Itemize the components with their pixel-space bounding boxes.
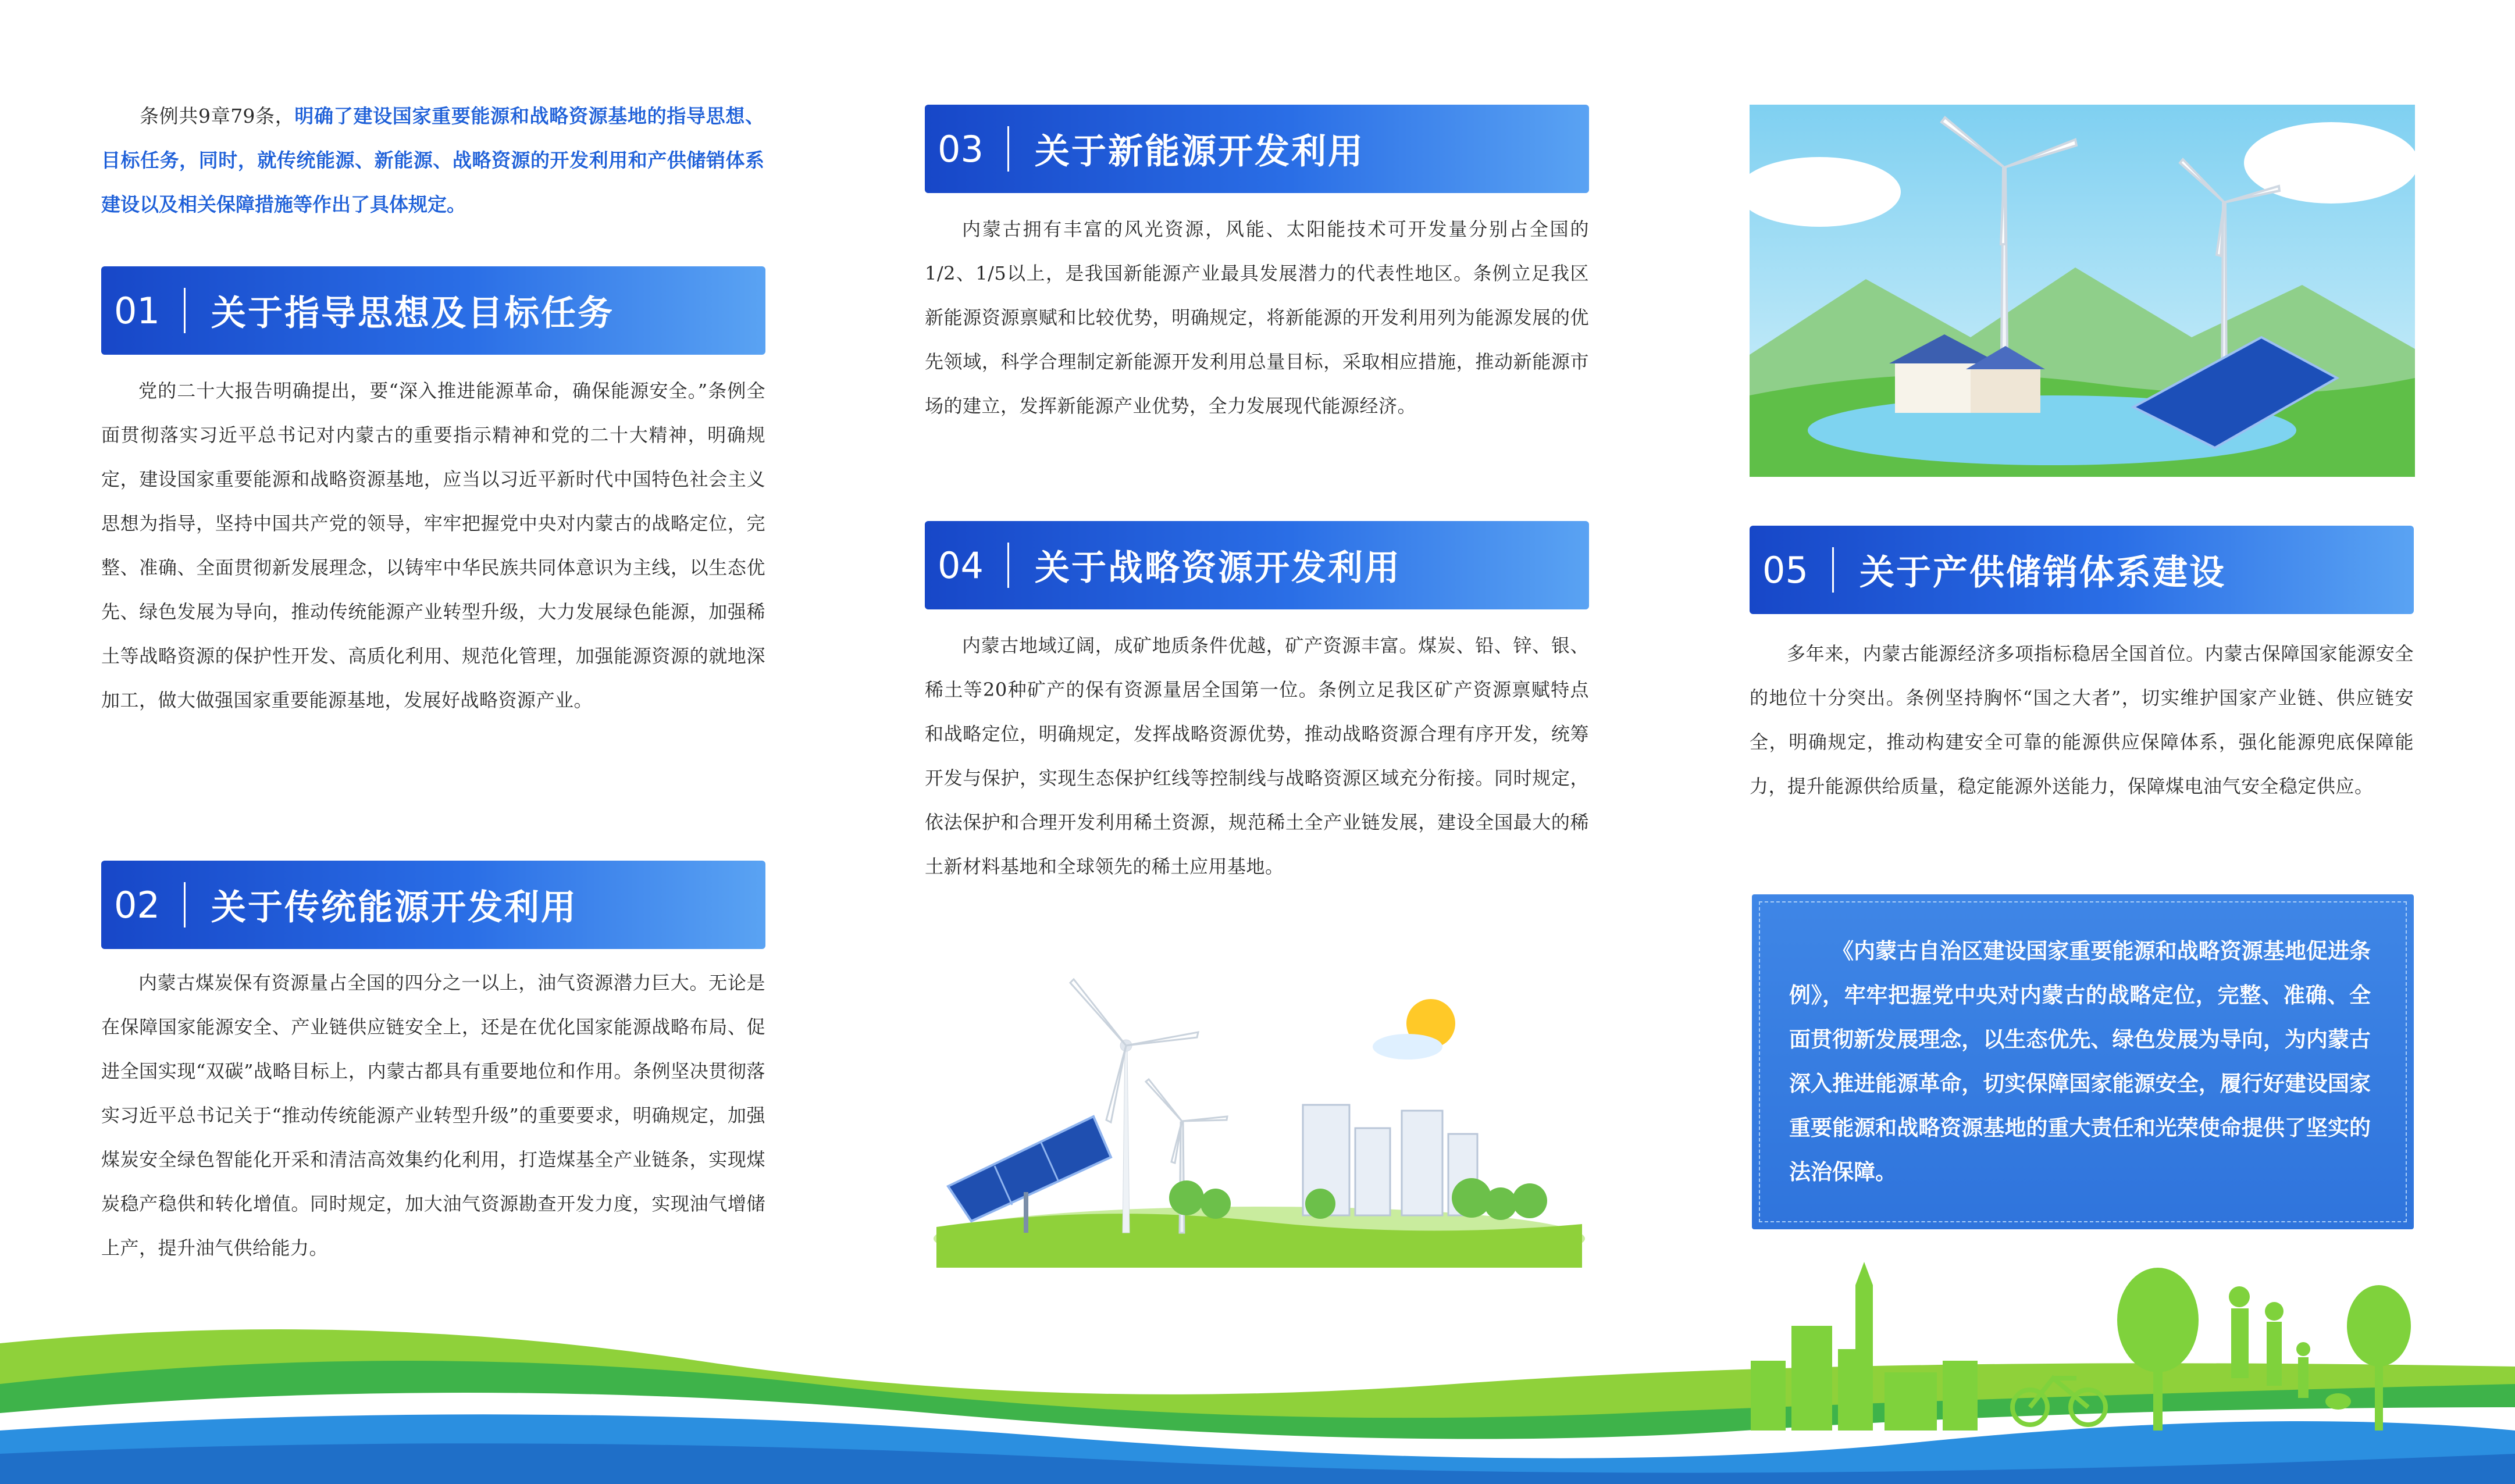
section-body-02: 内蒙古煤炭保有资源量占全国的四分之一以上，油气资源潜力巨大。无论是在保障国家能源安全、产业链供应链安全上，还是在优化国家能源战略布局、促进全国实现“双碳”战略目标上，内蒙古都具有重要地位和作用。条例坚决贯彻落实习近平总书记关于“推动传统能源产业转型升级”的重要要求，明确规定，加强煤炭安全绿色智能化开采和清洁高效集约化利用，打造煤基全产业链条，实现煤炭稳产稳供和转化增值。同时规定，加大油气资源勘查开发力度，实现油气增储上产，提升油气供给能力。 <box>101 972 765 1259</box>
section-number: 04 <box>938 544 984 587</box>
intro-plain: 条例共9章79条， <box>140 105 295 127</box>
section-title: 关于新能源开发利用 <box>1035 131 1365 172</box>
header-divider <box>1832 547 1834 593</box>
section-number: 01 <box>114 289 160 332</box>
city-skyline-icon <box>1751 1262 2414 1436</box>
section-header-03 <box>925 105 1589 193</box>
section-header-05 <box>1750 526 2414 614</box>
wind-solar-illustration <box>925 965 1594 1268</box>
section-number: 05 <box>1762 548 1808 591</box>
section-title: 关于战略资源开发利用 <box>1035 548 1401 588</box>
section-title: 关于产供储销体系建设 <box>1859 552 2226 593</box>
header-divider <box>1007 543 1009 588</box>
section-body-05: 多年来，内蒙古能源经济多项指标稳居全国首位。内蒙古保障国家能源安全的地位十分突出。条例坚持胸怀“国之大者”，切实维护国家产业链、供应链安全，明确规定，推动构建安全可靠的能源供应保障体系，强化能源兜底保障能力，提升能源供给质量，稳定能源外送能力，保障煤电油气安全稳定供应。 <box>1750 643 2414 797</box>
summary-text: 《内蒙古自治区建设国家重要能源和战略资源基地促进条例》，牢牢把握党中央对内蒙古的战略定位，完整、准确、全面贯彻新发展理念，以生态优先、绿色发展为导向，为内蒙古深入推进能源革命，切实保障国家能源安全，履行好建设国家重要能源和战略资源基地的重大责任和光荣使命提供了坚实的法治保障。 <box>1789 939 2371 1185</box>
bicycle-icon <box>2012 1378 2106 1425</box>
section-number: 02 <box>114 883 160 926</box>
section-title: 关于传统能源开发利用 <box>211 887 578 928</box>
header-divider <box>184 288 186 333</box>
section-body-04: 内蒙古地域辽阔，成矿地质条件优越，矿产资源丰富。煤炭、铅、锌、银、稀土等20种矿产的保有资源量居全国第一位。条例立足我区矿产资源禀赋特点和战略定位，明确规定，发挥战略资源优势，推动战略资源合理有序开发，统筹开发与保护，实现生态保护红线等控制线与战略资源区域充分衔接。同时规定，依法保护和合理开发利用稀土资源，规范稀土全产业链发展，建设全国最大的稀土新材料基地和全球领先的稀土应用基地。 <box>925 634 1589 877</box>
section-body-01: 党的二十大报告明确提出，要“深入推进能源革命，确保能源安全。”条例全面贯彻落实习近平总书记对内蒙古的重要指示精神和党的二十大精神，明确规定，建设国家重要能源和战略资源基地，应当以习近平新时代中国特色社会主义思想为指导，坚持中国共产党的领导，牢牢把握党中央对内蒙古的战略定位，完整、准确、全面贯彻新发展理念，以铸牢中华民族共同体意识为主线，以生态优先、绿色发展为导向，推动传统能源产业转型升级，大力发展绿色能源，加强稀土等战略资源的保护性开发、高质化利用、规范化管理，加强能源资源的就地深加工，做大做强国家重要能源基地，发展好战略资源产业。 <box>101 380 765 711</box>
sun-icon <box>1373 999 1455 1060</box>
landscape-illustration <box>1750 105 2415 477</box>
section-body-03: 内蒙古拥有丰富的风光资源，风能、太阳能技术可开发量分别占全国的1/2、1/5以上，是我国新能源产业最具发展潜力的代表性地区。条例立足我区新能源资源禀赋和比较优势，明确规定，将新能源的开发利用列为能源发展的优先领域，科学合理制定新能源开发利用总量目标，采取相应措施，推动新能源市场的建立，发挥新能源产业优势，全力发展现代能源经济。 <box>925 218 1589 417</box>
header-divider <box>1007 126 1009 172</box>
section-title: 关于指导思想及目标任务 <box>211 293 614 334</box>
intro-paragraph <box>101 94 764 227</box>
summary-box <box>1752 894 2414 1229</box>
section-header-01 <box>101 266 765 355</box>
section-header-04 <box>925 521 1589 609</box>
tree-icon <box>2117 1268 2411 1431</box>
section-number: 03 <box>938 127 984 170</box>
header-divider <box>184 882 186 928</box>
family-icon <box>2229 1286 2351 1410</box>
section-header-02 <box>101 861 765 949</box>
intro-highlight: 明确了建设国家重要能源和战略资源基地的指导思想、目标任务，同时，就传统能源、新能源、战略资源的开发利用和产供储销体系建设以及相关保障措施等作出了具体规定。 <box>101 105 764 216</box>
